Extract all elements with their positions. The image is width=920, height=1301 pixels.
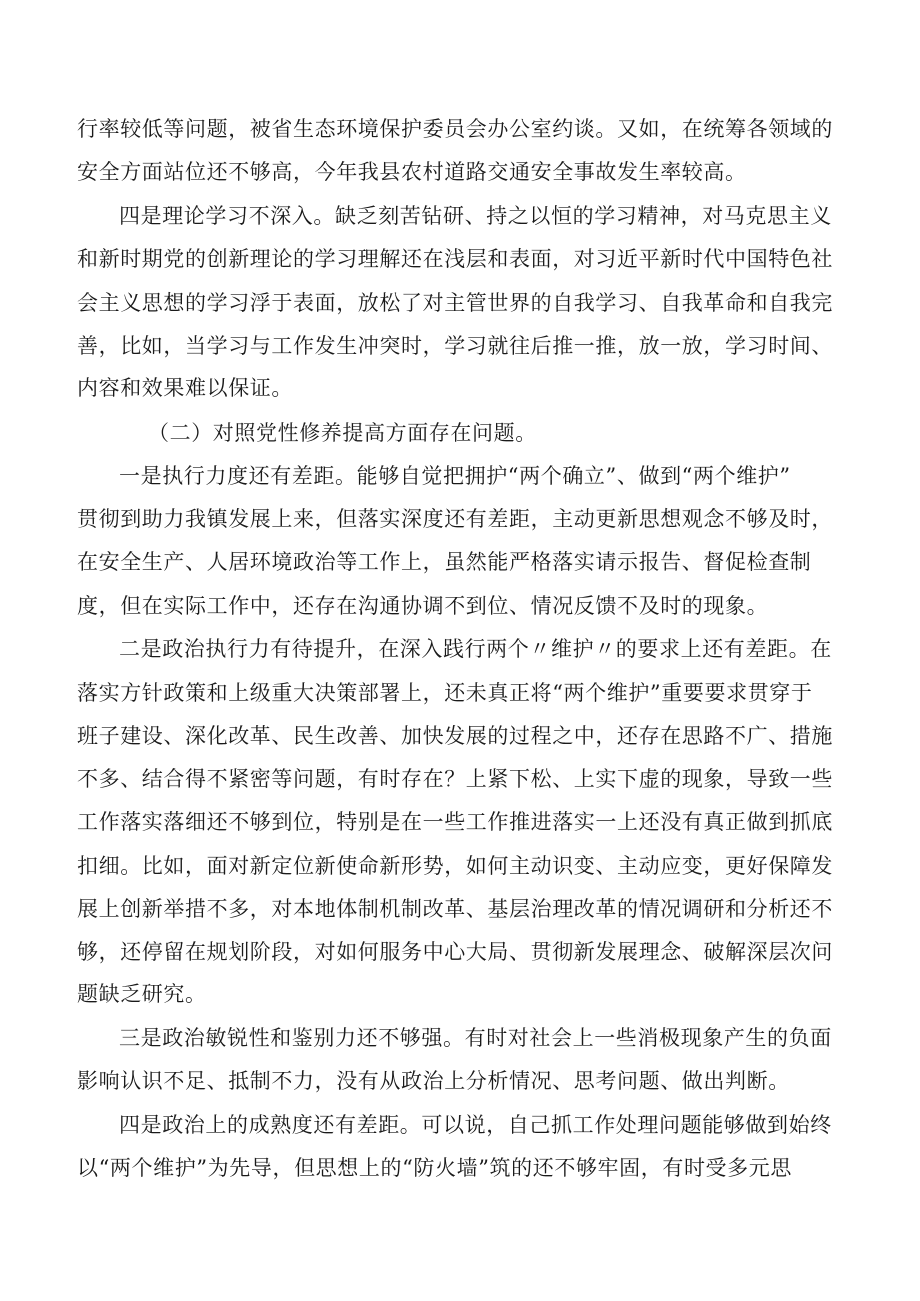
text-line: 够，还停留在规划阶段，对如何服务中心大局、贯彻新发展理念、破解深层次问 (77, 940, 833, 964)
text-line: 度，但在实际工作中，还存在沟通协调不到位、情况反馈不及时的现象。 (77, 594, 769, 618)
text-line: 题缺乏研究。 (77, 982, 207, 1006)
paragraph-start: 二是政治执行力有待提升，在深入践行两个〃维护〃的要求上还有差距。在 (119, 637, 832, 661)
text-line: 善，比如，当学习与工作发生冲突时，学习就往后推一推，放一放，学习时间、 (77, 334, 833, 358)
text-line: 影响认识不足、抵制不力，没有从政治上分析情况、思考问题、做出判断。 (77, 1069, 790, 1093)
text-line: 落实方针政策和上级重大决策部署上，还未真正将“两个维护”重要要求贯穿于 (77, 681, 813, 705)
text-line: 以“两个维护”为先导，但思想上的“防火墙”筑的还不够牢固，有时受多元思 (77, 1156, 792, 1180)
text-line: 和新时期党的创新理论的学习理解还在浅层和表面，对习近平新时代中国特色社 (77, 247, 833, 271)
text-line: 贯彻到助力我镇发展上来，但落实深度还有差距，主动更新思想观念不够及时， (77, 507, 833, 531)
text-line: 展上创新举措不多，对本地体制机制改革、基层治理改革的情况调研和分析还不 (77, 897, 833, 921)
paragraph-start: 四是理论学习不深入。缺乏刻苦钻研、持之以恒的学习精神，对马克思主义 (119, 204, 832, 228)
text-line: 行率较低等问题，被省生态环境保护委员会办公室约谈。又如，在统筹各领域的 (77, 117, 833, 141)
paragraph-start: 一是执行力度还有差距。能够自觉把拥护“两个确立”、做到“两个维护” (119, 464, 791, 488)
text-line: 在安全生产、人居环境政治等工作上，虽然能严格落实请示报告、督促检查制 (77, 550, 812, 574)
text-line: 工作落实落细还不够到位，特别是在一些工作推进落实一上还没有真正做到抓底 (77, 810, 833, 834)
text-line: 不多、结合得不紧密等问题，有时存在？上紧下松、上实下虚的现象，导致一些 (77, 767, 833, 791)
text-line: 安全方面站位还不够高，今年我县农村道路交通安全事故发生率较高。 (77, 160, 747, 184)
section-heading: （二）对照党性修养提高方面存在问题。 (148, 421, 537, 445)
paragraph-start: 三是政治敏锐性和鉴别力还不够强。有时对社会上一些消极现象产生的负面 (119, 1026, 832, 1050)
text-line: 内容和效果难以保证。 (77, 376, 293, 400)
text-line: 会主义思想的学习浮于表面，放松了对主管世界的自我学习、自我革命和自我完 (77, 291, 833, 315)
text-line: 班子建设、深化改革、民生改善、加快发展的过程之中，还存在思路不广、措施 (77, 724, 833, 748)
paragraph-start: 四是政治上的成熟度还有差距。可以说，自己抓工作处理问题能够做到始终 (119, 1113, 832, 1137)
text-line: 扣细。比如，面对新定位新使命新形势，如何主动识变、主动应变，更好保障发 (77, 854, 833, 878)
